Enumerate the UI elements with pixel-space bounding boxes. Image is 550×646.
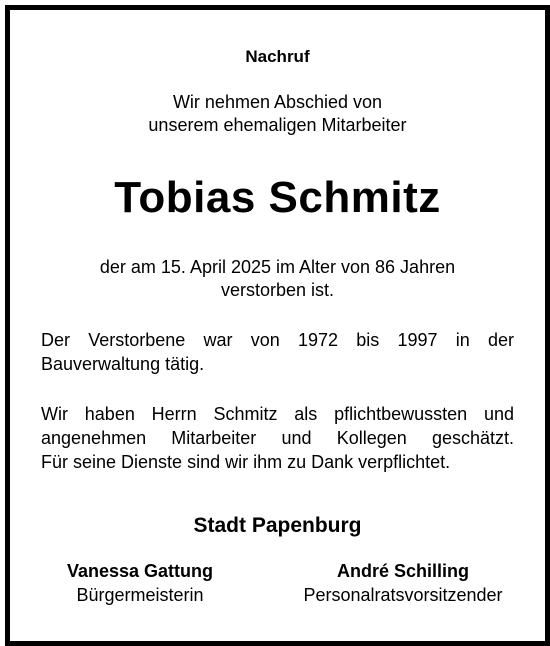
intro-text [10,91,545,137]
signatory-name: Vanessa Gattung [66,561,214,581]
intro-line-1: Wir nehmen Abschied von [172,92,383,112]
appreciation-line-2: angenehmen Mitarbeiter und Kollegen geschätzt. [41,428,514,448]
intro-line-2: unserem ehemaligen Mitarbeiter [148,115,407,135]
signatory-name: André Schilling [336,561,469,581]
death-line-1: der am 15. April 2025 im Alter von 86 Jahren [99,257,456,277]
career-line-2: Bauverwaltung tätig. [41,354,205,374]
death-line-2: verstorben ist. [220,280,335,300]
obituary-content [10,10,545,641]
signatory-right [268,559,538,607]
organization-name: Stadt Papenburg [193,514,362,537]
appreciation-paragraph [41,402,514,474]
career-line-1: Der Verstorbene war von 1972 bis 1997 in der [41,330,514,350]
deceased-name: Tobias Schmitz [114,173,441,222]
obituary-heading: Nachruf [245,47,310,66]
obituary-frame [5,5,550,646]
signatory-role: Personalratsvorsitzender [303,585,503,605]
death-notice-text [10,256,545,302]
signatory-left [10,559,270,607]
career-paragraph [41,328,514,376]
signatory-role: Bürgermeisterin [76,585,204,605]
appreciation-line-1: Wir haben Herrn Schmitz als pflichtbewussten und [41,404,514,424]
appreciation-line-3: Für seine Dienste sind wir ihm zu Dank verpflichtet. [41,452,451,472]
